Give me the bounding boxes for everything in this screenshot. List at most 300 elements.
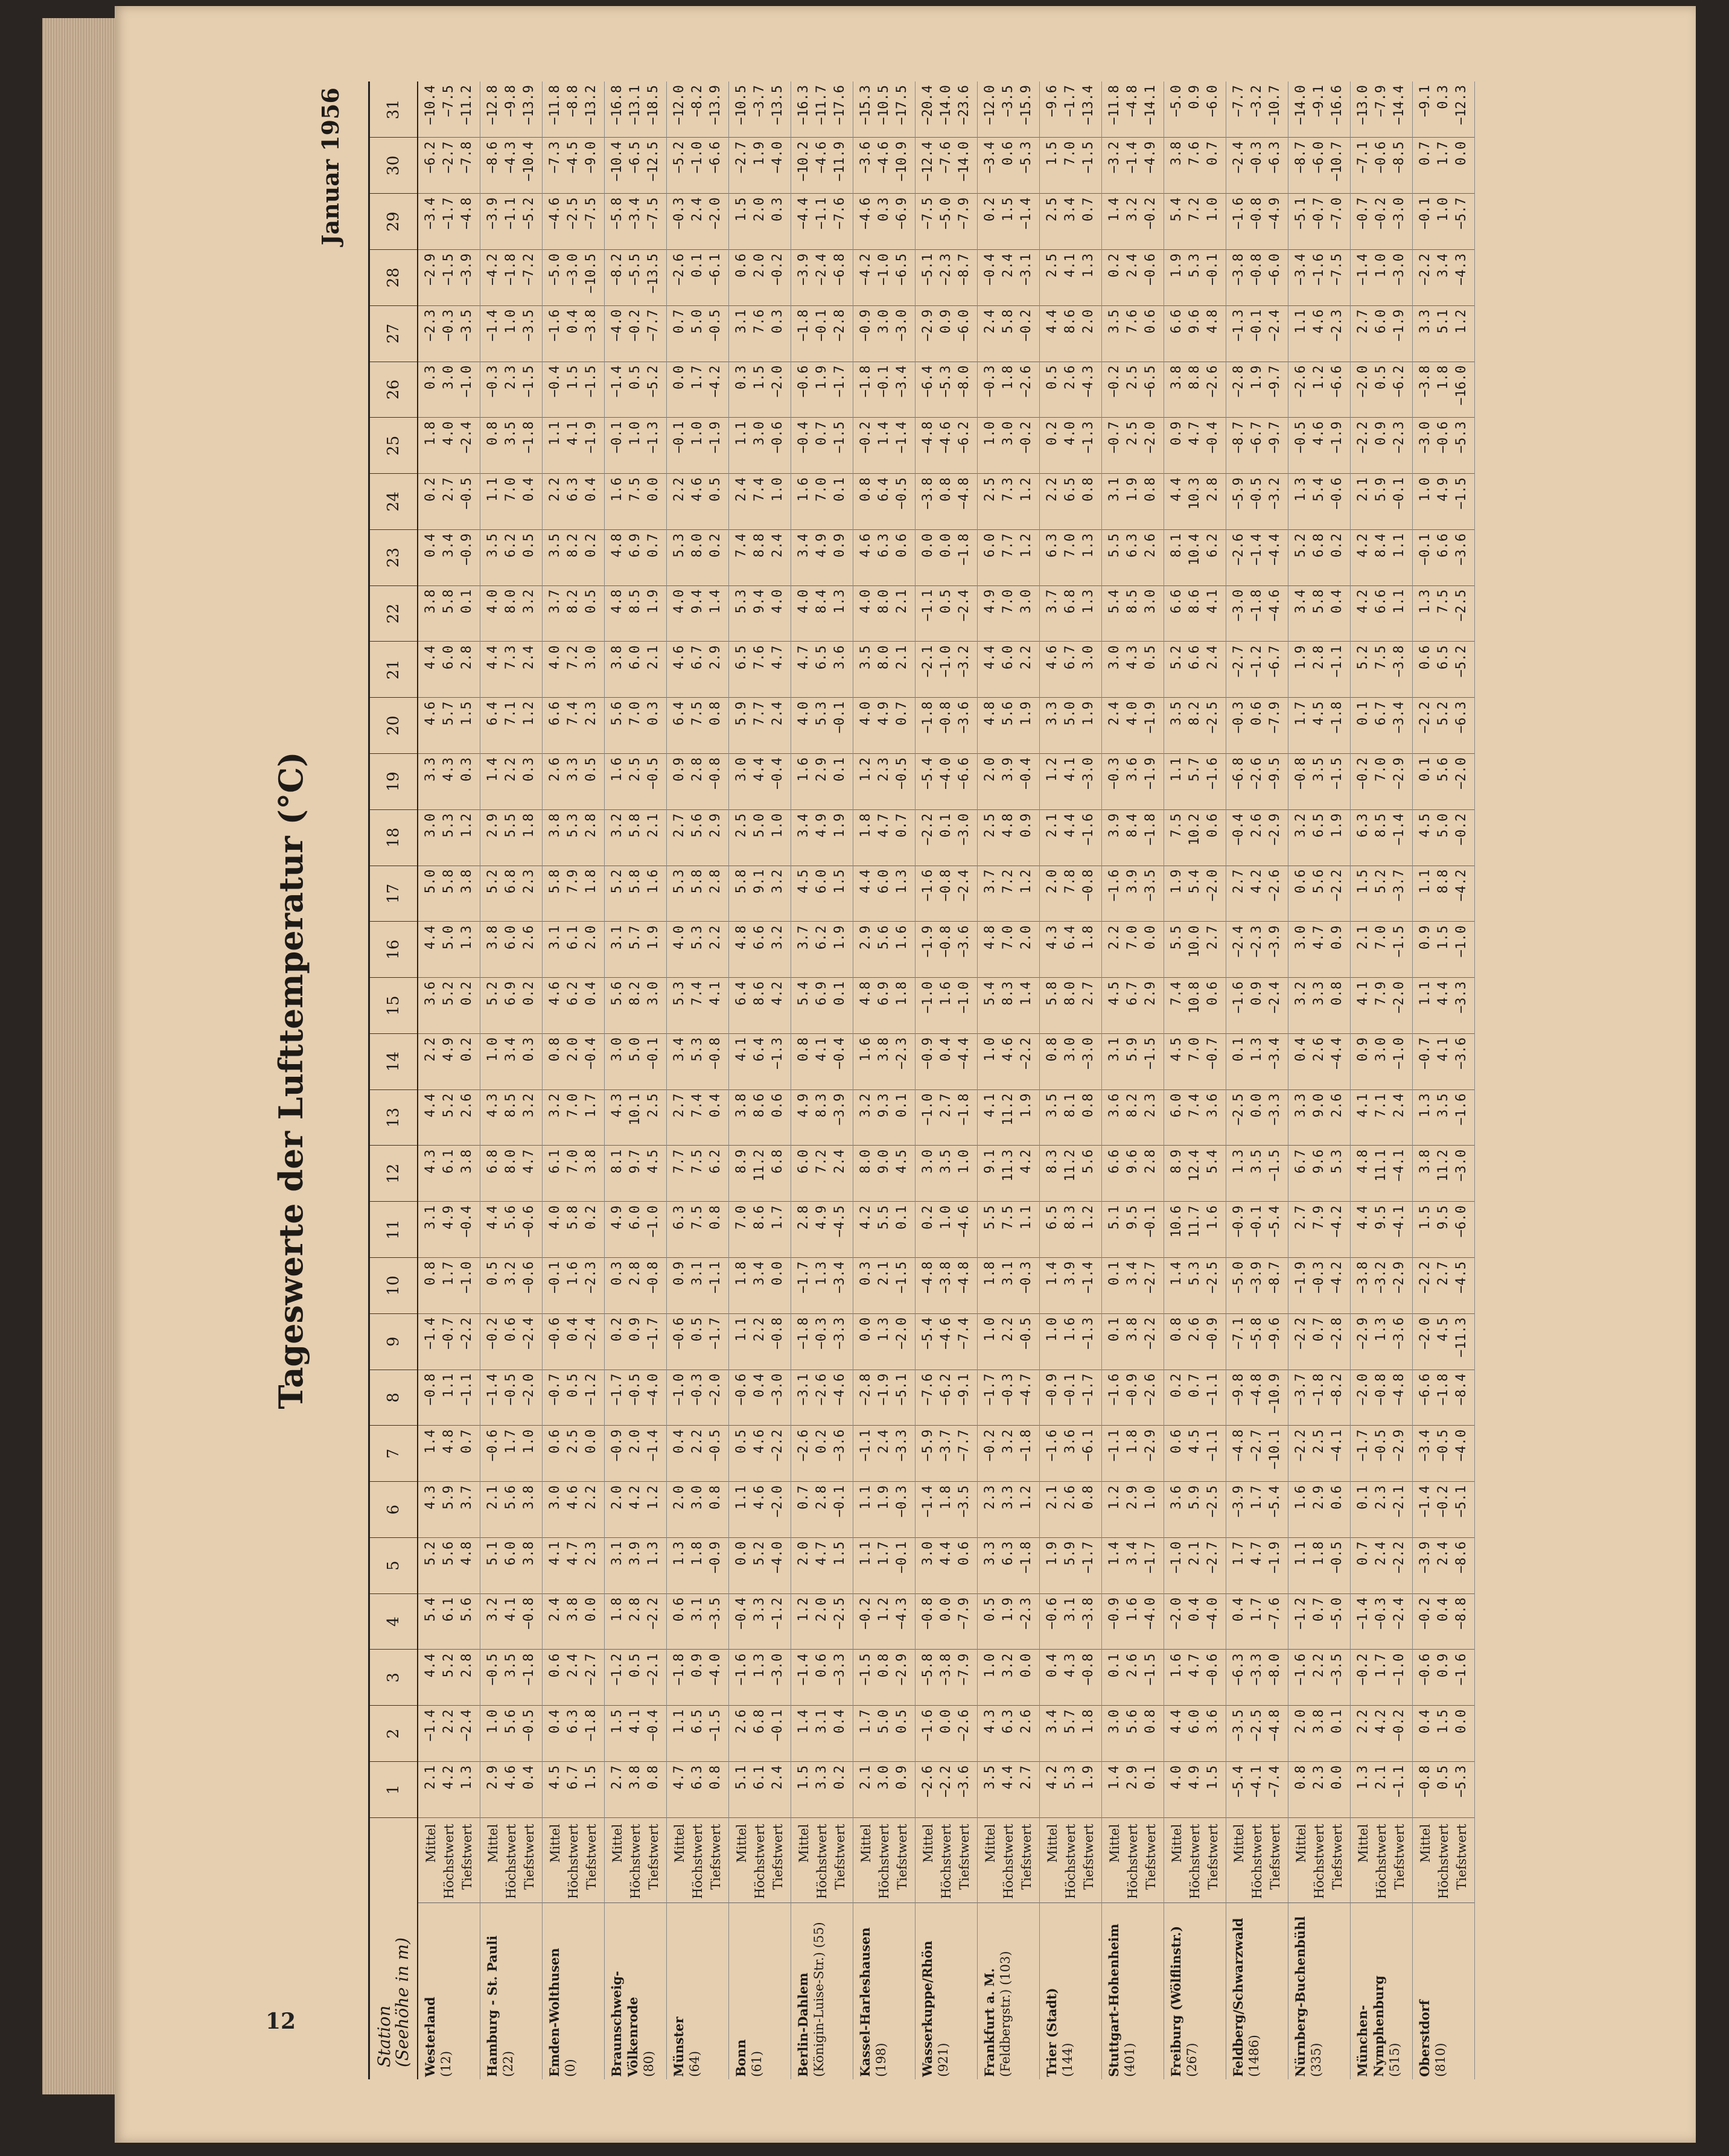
day-value-cell — [1288, 1370, 1351, 1426]
temperature-value: −3.3 — [1454, 981, 1469, 1014]
temperature-value: −1.8 — [1249, 589, 1264, 622]
temperature-value: −2.4 — [814, 253, 829, 285]
temperature-value: 5.5 — [982, 1205, 998, 1229]
day-value-cell — [480, 194, 543, 250]
temperature-value: −0.8 — [1249, 253, 1264, 285]
temperature-value: −1.8 — [521, 421, 537, 454]
temperature-value: 5.2 — [1169, 645, 1184, 670]
temperature-value: 4.0 — [1125, 701, 1140, 726]
temperature-value: 8.1 — [610, 1149, 625, 1174]
day-header: 18 — [369, 809, 418, 866]
temperature-value: −1.1 — [708, 1261, 723, 1293]
temperature-value: −3.0 — [770, 1653, 785, 1686]
temperature-value: −1.5 — [584, 365, 599, 398]
temperature-value: 8.0 — [858, 1149, 873, 1174]
temperature-value: 3.0 — [610, 1037, 625, 1062]
temperature-value: −0.5 — [1019, 1317, 1034, 1350]
day-value-cell — [1413, 81, 1475, 138]
temperature-value: 7.4 — [734, 533, 749, 558]
day-value-cell — [1413, 529, 1475, 585]
day-value-cell — [791, 978, 853, 1034]
temperature-value: 10.0 — [1187, 925, 1202, 958]
day-value-cell — [418, 249, 480, 305]
temperature-value: −1.2 — [1293, 1597, 1308, 1630]
temperature-value: −0.5 — [485, 1653, 500, 1686]
day-value-cell — [1102, 474, 1164, 530]
day-value-cell — [1040, 249, 1102, 305]
temperature-value: 0.1 — [832, 981, 847, 1006]
temperature-value: 0.0 — [938, 533, 954, 558]
day-value-cell — [1040, 1593, 1102, 1650]
temperature-value: 4.9 — [441, 1037, 456, 1062]
day-value-cell — [1288, 698, 1351, 754]
day-value-cell — [729, 1650, 791, 1706]
temperature-value: 8.9 — [734, 1149, 749, 1174]
temperature-value: −0.2 — [858, 421, 873, 454]
temperature-value: −0.1 — [1249, 309, 1264, 342]
temperature-value: 2.8 — [584, 813, 599, 838]
temperature-value: 1.0 — [1205, 197, 1220, 222]
temperature-value: 11.2 — [1063, 1149, 1078, 1182]
temperature-value: 4.6 — [423, 701, 438, 726]
temperature-value: −7.8 — [459, 141, 474, 174]
temperature-value: 8.8 — [1187, 365, 1202, 390]
value-type-label: Höchstwert — [1250, 1823, 1264, 1899]
temperature-value: −1.5 — [894, 1261, 909, 1293]
day-value-cell — [915, 1258, 978, 1314]
temperature-value: 4.8 — [1355, 1149, 1371, 1174]
temperature-value: 5.6 — [610, 701, 625, 726]
temperature-value: 8.3 — [1063, 1205, 1078, 1229]
temperature-value: −0.5 — [1293, 421, 1308, 454]
temperature-value: 0.4 — [938, 1037, 954, 1062]
day-value-cell — [667, 138, 729, 194]
temperature-value: 0.5 — [521, 533, 537, 558]
day-value-cell — [1102, 362, 1164, 418]
day-value-cell — [667, 642, 729, 698]
temperature-value: 2.9 — [1125, 1485, 1140, 1510]
temperature-value: 6.6 — [547, 701, 562, 726]
day-value-cell — [1102, 753, 1164, 809]
temperature-value: −1.7 — [610, 1373, 625, 1406]
temperature-value: 2.7 — [441, 477, 456, 502]
temperature-value: 0.0 — [1454, 141, 1469, 166]
temperature-value: 3.4 — [1125, 1541, 1140, 1566]
value-type-label: Tiefstwert — [1268, 1823, 1282, 1890]
temperature-value: −2.6 — [920, 1765, 935, 1798]
temperature-value: 3.4 — [672, 1037, 687, 1062]
temperature-value: −1.4 — [1418, 1485, 1433, 1518]
temperature-value: 2.6 — [1019, 1709, 1034, 1734]
day-header: 24 — [369, 474, 418, 530]
day-value-cell — [1413, 1537, 1475, 1593]
temperature-value: 4.9 — [1187, 1765, 1202, 1790]
temperature-value: −1.6 — [1231, 981, 1246, 1014]
temperature-value: 0.0 — [584, 1429, 599, 1454]
day-value-cell — [1351, 1370, 1413, 1426]
temperature-value: 3.5 — [1169, 701, 1184, 726]
temperature-value: −6.4 — [920, 365, 935, 398]
temperature-value: 3.1 — [610, 1541, 625, 1566]
station-row — [1226, 81, 1288, 2079]
day-value-cell — [1351, 1258, 1413, 1314]
day-header: 14 — [369, 1033, 418, 1089]
temperature-value: 3.3 — [814, 1765, 829, 1790]
temperature-value: 6.0 — [628, 645, 643, 670]
day-value-cell — [1226, 753, 1288, 809]
day-value-cell — [1288, 305, 1351, 362]
temperature-value: 0.0 — [770, 1261, 785, 1286]
day-value-cell — [1226, 474, 1288, 530]
temperature-value: 6.6 — [1436, 533, 1451, 558]
temperature-value: 10.2 — [1187, 813, 1202, 846]
temperature-value: −4.3 — [503, 141, 518, 174]
temperature-value: 7.2 — [814, 1149, 829, 1174]
temperature-value: 1.1 — [1293, 309, 1308, 334]
temperature-value: 5.7 — [1187, 757, 1202, 782]
value-type-label: Höchstwert — [939, 1823, 954, 1899]
temperature-value: 12.4 — [1187, 1149, 1202, 1182]
temperature-value: 6.4 — [734, 981, 749, 1006]
temperature-value: −8.6 — [1454, 1541, 1469, 1574]
temperature-value: −8.0 — [957, 365, 972, 398]
value-type-label: Höchstwert — [1374, 1823, 1389, 1899]
day-value-cell — [418, 866, 480, 922]
day-value-cell — [1102, 1202, 1164, 1258]
temperature-value: −0.5 — [894, 477, 909, 510]
day-value-cell — [605, 1089, 667, 1146]
day-value-cell — [480, 1482, 543, 1538]
temperature-value: 11.7 — [1187, 1205, 1202, 1238]
temperature-value: 4.3 — [423, 1149, 438, 1174]
station-name: Wasserkuppe/Rhön — [920, 1941, 935, 2077]
day-value-cell — [853, 698, 915, 754]
station-altitude: (64) — [687, 2050, 702, 2077]
temperature-value: 6.5 — [1311, 813, 1326, 838]
temperature-value: 1.3 — [1081, 589, 1096, 614]
temperature-value: −0.3 — [1374, 1597, 1389, 1630]
day-value-cell — [791, 194, 853, 250]
temperature-value: −13.4 — [1081, 85, 1096, 126]
temperature-value: −1.9 — [584, 421, 599, 454]
temperature-value: 1.3 — [646, 1541, 661, 1566]
temperature-value: 1.5 — [1205, 1765, 1220, 1790]
temperature-value: 0.5 — [584, 589, 599, 614]
temperature-value: 0.4 — [584, 477, 599, 502]
day-value-cell — [853, 978, 915, 1034]
day-value-cell — [1288, 1762, 1351, 1818]
day-value-cell — [915, 922, 978, 978]
temperature-value: 5.8 — [441, 589, 456, 614]
day-value-cell — [543, 1593, 605, 1650]
temperature-value: 1.1 — [547, 421, 562, 446]
day-value-cell — [1102, 1482, 1164, 1538]
temperature-value: 7.0 — [503, 477, 518, 502]
temperature-value: 5.3 — [690, 1037, 705, 1062]
temperature-value: −6.9 — [894, 197, 909, 230]
temperature-value: 7.4 — [565, 701, 581, 726]
day-value-cell — [480, 1537, 543, 1593]
day-header: 8 — [369, 1370, 418, 1426]
day-value-cell — [915, 81, 978, 138]
temperature-value: 4.9 — [814, 1205, 829, 1229]
temperature-value: −6.1 — [708, 253, 723, 285]
temperature-value: 7.8 — [1063, 869, 1078, 894]
day-value-cell — [418, 585, 480, 642]
value-type-label: Höchstwert — [628, 1823, 643, 1899]
temperature-value: 5.2 — [1436, 701, 1451, 726]
day-value-cell — [978, 642, 1040, 698]
day-value-cell — [853, 753, 915, 809]
temperature-value: 3.1 — [1063, 1597, 1078, 1622]
temperature-value: −1.8 — [503, 253, 518, 285]
day-value-cell — [1102, 1762, 1164, 1818]
temperature-value: 5.8 — [690, 869, 705, 894]
temperature-value: −0.4 — [584, 1037, 599, 1070]
temperature-value: −4.0 — [646, 1373, 661, 1406]
temperature-value: 6.5 — [814, 645, 829, 670]
temperature-value: −0.4 — [1019, 757, 1034, 789]
day-value-cell — [418, 138, 480, 194]
temperature-value: −0.9 — [1107, 1597, 1122, 1630]
day-value-cell — [729, 698, 791, 754]
temperature-value: 0.4 — [1231, 1597, 1246, 1622]
temperature-value: 2.7 — [672, 813, 687, 838]
temperature-value: 4.6 — [672, 645, 687, 670]
temperature-value: 0.7 — [1187, 1373, 1202, 1398]
temperature-value: −0.9 — [920, 1037, 935, 1070]
temperature-value: 1.0 — [1143, 1485, 1158, 1510]
temperature-value: −2.9 — [1392, 757, 1407, 789]
temperature-value: 2.2 — [584, 1485, 599, 1510]
day-value-cell — [480, 922, 543, 978]
temperature-value: 3.0 — [1107, 645, 1122, 670]
temperature-value: 4.8 — [982, 925, 998, 950]
temperature-value: 1.9 — [1169, 869, 1184, 894]
temperature-value: 3.2 — [1293, 813, 1308, 838]
day-value-cell — [605, 194, 667, 250]
day-header: 21 — [369, 642, 418, 698]
temperature-value: 2.8 — [628, 1261, 643, 1286]
temperature-value: 2.7 — [1019, 1765, 1034, 1790]
temperature-value: 3.6 — [1125, 757, 1140, 782]
temperature-value: 3.0 — [690, 1485, 705, 1510]
temperature-value: 1.8 — [610, 1597, 625, 1622]
day-value-cell — [978, 418, 1040, 474]
temperature-value: 0.6 — [1329, 1485, 1345, 1510]
temperature-value: 0.3 — [423, 365, 438, 390]
value-type-label: Mittel — [1294, 1823, 1308, 1863]
day-value-cell — [1351, 1537, 1413, 1593]
temperature-value: 4.2 — [441, 1765, 456, 1790]
temperature-value: 3.7 — [982, 869, 998, 894]
temperature-value: 9.5 — [1436, 1205, 1451, 1229]
temperature-value: −0.3 — [1231, 701, 1246, 734]
temperature-value: −1.9 — [1392, 309, 1407, 342]
day-value-cell — [853, 1089, 915, 1146]
temperature-value: −2.5 — [1205, 701, 1220, 734]
day-value-cell — [1226, 138, 1288, 194]
temperature-value: 4.0 — [770, 589, 785, 614]
day-header: 7 — [369, 1426, 418, 1482]
station-cell — [1040, 1903, 1102, 2079]
value-type-label: Tiefstwert — [895, 1823, 909, 1890]
temperature-value: 2.1 — [858, 1765, 873, 1790]
temperature-value: 3.4 — [796, 813, 811, 838]
temperature-value: 1.5 — [1436, 1709, 1451, 1734]
day-value-cell — [1351, 194, 1413, 250]
temperature-value: 4.5 — [1436, 1317, 1451, 1342]
day-value-cell — [1040, 1033, 1102, 1089]
day-value-cell — [978, 1146, 1040, 1202]
temperature-value: 1.1 — [1293, 1541, 1308, 1566]
day-value-cell — [1040, 138, 1102, 194]
day-value-cell — [1040, 809, 1102, 866]
day-value-cell — [1288, 1146, 1351, 1202]
temperature-value: 2.9 — [1143, 981, 1158, 1006]
temperature-value: 0.0 — [1454, 1709, 1469, 1734]
day-value-cell — [853, 642, 915, 698]
temperature-value: 1.1 — [441, 1373, 456, 1398]
temperature-value: 4.8 — [459, 1541, 474, 1566]
day-value-cell — [915, 1370, 978, 1426]
temperature-value: −2.6 — [1267, 869, 1282, 902]
day-value-cell — [1102, 418, 1164, 474]
day-value-cell — [1102, 1593, 1164, 1650]
temperature-value: 5.3 — [1329, 1149, 1345, 1174]
temperature-value: 3.0 — [584, 645, 599, 670]
temperature-value: −1.0 — [1392, 1653, 1407, 1686]
day-value-cell — [605, 809, 667, 866]
temperature-value: 5.4 — [1187, 869, 1202, 894]
temperature-value: 7.4 — [690, 981, 705, 1006]
temperature-value: 4.7 — [672, 1765, 687, 1790]
temperature-value: 5.4 — [796, 981, 811, 1006]
day-value-cell — [1040, 1762, 1102, 1818]
temperature-value: 0.8 — [1045, 1037, 1060, 1062]
temperature-value: −5.8 — [920, 1653, 935, 1686]
temperature-value: −3.8 — [1418, 365, 1433, 398]
temperature-value: 9.7 — [628, 1149, 643, 1174]
value-type-labels — [729, 1817, 791, 1902]
temperature-value: −2.0 — [521, 1373, 537, 1406]
station-altitude: (144) — [1060, 2043, 1075, 2077]
temperature-value: 7.4 — [690, 1093, 705, 1118]
temperature-value: −0.2 — [1019, 309, 1034, 342]
temperature-value: 3.0 — [1143, 589, 1158, 614]
temperature-value: −3.0 — [1392, 197, 1407, 230]
temperature-value: 0.6 — [734, 253, 749, 278]
temperature-value: −7.9 — [957, 1653, 972, 1686]
day-value-cell — [1288, 978, 1351, 1034]
temperature-value: −3.4 — [1293, 253, 1308, 285]
temperature-value: −2.2 — [1293, 1429, 1308, 1462]
temperature-value: −11.8 — [547, 85, 562, 126]
temperature-value: −6.1 — [1081, 1429, 1096, 1462]
temperature-value: 1.0 — [982, 1037, 998, 1062]
temperature-value: 4.6 — [547, 981, 562, 1006]
day-value-cell — [1102, 138, 1164, 194]
temperature-value: −1.4 — [1392, 813, 1407, 846]
temperature-value: −0.9 — [708, 1541, 723, 1574]
temperature-value: 0.8 — [1081, 1485, 1096, 1510]
temperature-value: 4.0 — [672, 589, 687, 614]
temperature-value: −0.6 — [1205, 1653, 1220, 1686]
temperature-value: 0.0 — [1019, 1653, 1034, 1678]
temperature-value: −2.1 — [1392, 1485, 1407, 1518]
temperature-value: 4.9 — [796, 1093, 811, 1118]
temperature-value: 6.8 — [485, 1149, 500, 1174]
temperature-value: 4.7 — [876, 813, 891, 838]
day-value-cell — [1040, 1537, 1102, 1593]
temperature-value: 1.1 — [1392, 533, 1407, 558]
temperature-value: 1.3 — [832, 589, 847, 614]
temperature-value: 4.7 — [770, 645, 785, 670]
temperature-value: 1.2 — [876, 1597, 891, 1622]
day-value-cell — [1351, 809, 1413, 866]
temperature-value: 5.6 — [1081, 1149, 1096, 1174]
temperature-value: −8.2 — [1329, 1373, 1345, 1406]
day-value-cell — [605, 1033, 667, 1089]
temperature-value: −16.3 — [796, 85, 811, 126]
value-type-label: Höchstwert — [753, 1823, 767, 1899]
day-value-cell — [543, 249, 605, 305]
temperature-value: 0.8 — [708, 701, 723, 726]
temperature-value: −1.4 — [423, 1317, 438, 1350]
temperature-value: −2.4 — [957, 869, 972, 902]
day-value-cell — [791, 1650, 853, 1706]
temperature-value: 0.4 — [584, 981, 599, 1006]
temperature-value: 1.2 — [1454, 309, 1469, 334]
temperature-value: 8.0 — [1063, 981, 1078, 1006]
station-row — [418, 81, 480, 2079]
day-value-cell — [1040, 642, 1102, 698]
temperature-value: −2.5 — [1205, 1485, 1220, 1518]
temperature-value: 4.7 — [1311, 925, 1326, 950]
temperature-value: −6.0 — [1454, 1205, 1469, 1238]
temperature-value: 11.2 — [1001, 1093, 1016, 1126]
temperature-value: −16.0 — [1454, 365, 1469, 406]
day-value-cell — [1413, 1593, 1475, 1650]
day-value-cell — [1102, 809, 1164, 866]
temperature-value: −7.6 — [938, 141, 954, 174]
temperature-value: −3.9 — [832, 1093, 847, 1126]
temperature-value: 1.5 — [832, 869, 847, 894]
temperature-value: −0.2 — [1374, 197, 1389, 230]
temperature-value: 5.4 — [1169, 197, 1184, 222]
value-type-labels — [605, 1817, 667, 1902]
day-value-cell — [978, 305, 1040, 362]
temperature-value: −4.5 — [1454, 1261, 1469, 1293]
temperature-value: 2.6 — [1329, 1093, 1345, 1118]
temperature-value: 0.6 — [1169, 1429, 1184, 1454]
day-value-cell — [1226, 1706, 1288, 1762]
temperature-value: 7.9 — [565, 869, 581, 894]
day-value-cell — [791, 642, 853, 698]
temperature-value: 1.0 — [982, 1317, 998, 1342]
temperature-value: −1.8 — [584, 1709, 599, 1742]
temperature-value: 5.0 — [690, 309, 705, 334]
temperature-value: 0.4 — [565, 1317, 581, 1342]
temperature-value: 6.2 — [814, 925, 829, 950]
temperature-value: 3.3 — [1001, 1485, 1016, 1510]
temperature-value: 3.0 — [1081, 645, 1096, 670]
value-type-labels — [915, 1817, 978, 1902]
temperature-value: −1.8 — [1311, 1373, 1326, 1406]
temperature-value: 7.0 — [1187, 1037, 1202, 1062]
temperature-value: −1.8 — [1436, 1373, 1451, 1406]
day-value-cell — [1226, 642, 1288, 698]
